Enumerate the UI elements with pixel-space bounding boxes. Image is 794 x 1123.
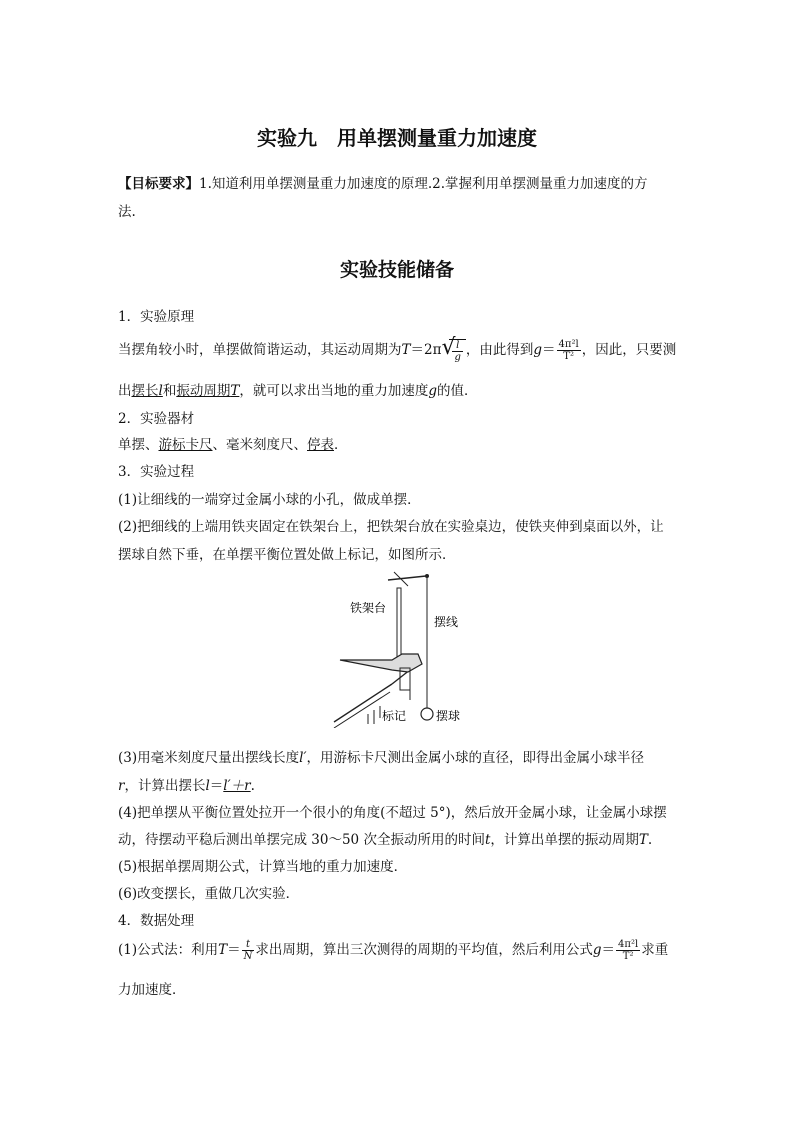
s2-a: 单摆、: [118, 437, 159, 453]
g-frac2-den: T²: [622, 951, 634, 962]
s3-p4b-pre: 动，待摆动平稳后测出单摆完成 30～50 次全振动所用的时间: [118, 832, 485, 848]
s1-eq: ＝2π: [410, 342, 442, 358]
s3-p2b: 摆球自然下垂，在单摆平衡位置处做上标记，如图所示．: [118, 547, 456, 563]
s3-var-lprime: l′: [299, 750, 307, 766]
s4-line-1: [118, 938, 668, 962]
s4-var-T: T: [218, 942, 228, 958]
s1-heading: 1．实验原理: [118, 309, 195, 325]
s3-p3b-eq: ＝: [209, 778, 224, 794]
s1-l1-mid: ，由此得到: [465, 342, 534, 358]
goal-tag: 【目标要求】: [118, 176, 199, 192]
s3-heading: 3．实验过程: [118, 464, 195, 480]
s2-e: ．: [334, 437, 348, 453]
label-string: 摆线: [434, 615, 459, 629]
s1-l2-d: 和: [162, 383, 177, 399]
s3-var-t: t: [484, 832, 491, 848]
page-title: 实验九 用单摆测量重力加速度: [257, 126, 537, 150]
s1-line-2: [118, 379, 478, 399]
g-fraction-2: [616, 939, 640, 962]
answer-vernier-caliper: 游标卡尺: [158, 437, 213, 453]
frac-N: N: [243, 951, 253, 962]
s1-l1-pre: 当摆角较小时，单摆做简谐运动，其运动周期为: [118, 342, 402, 358]
s1-line-1: [118, 334, 677, 363]
s1-l2-g: ，就可以求出当地的重力加速度: [239, 383, 429, 399]
s3-p4b: [118, 828, 652, 848]
pendulum-figure: [330, 568, 470, 728]
s3-p1: (1)让细线的一端穿过金属小球的小孔，做成单摆．: [118, 492, 421, 508]
s3-p6: (6)改变摆长，重做几次实验．: [118, 886, 300, 902]
s4-l1-mid: 求出周期，算出三次测得的周期的平均值，然后利用公式: [255, 942, 593, 958]
s4-line-2: 力加速度．: [118, 982, 186, 998]
g-frac-den: T²: [563, 351, 574, 362]
sqrt-formula: √ $\frac{l}{g}$: [441, 339, 465, 363]
t-over-N-fraction: [242, 939, 255, 962]
s4-var-g: g: [592, 942, 602, 958]
iron-clamp-arm: [388, 576, 426, 580]
g-frac2-num: 4π²l: [618, 939, 639, 950]
s3-p3a-pre: (3)用毫米刻度尺量出摆线长度: [118, 750, 300, 766]
s3-p4b-end: .: [647, 832, 653, 848]
label-mark: 标记: [382, 709, 407, 723]
label-ball: 摆球: [436, 709, 461, 723]
s1-l1-post: ，因此，只要测: [581, 342, 677, 358]
s1-l2-i: 的值．: [437, 383, 478, 399]
s3-p3a-post: ，用游标卡尺测出金属小球的直径，即得出金属小球半径: [306, 750, 645, 766]
g-fraction: [557, 339, 581, 362]
answer-T: T: [230, 383, 240, 399]
s2-line: [118, 433, 348, 453]
s3-p4a: (4)把单摆从平衡位置处拉开一个很小的角度(不超过 5°)，然后放开金属小球，让金属小球摆: [118, 805, 667, 821]
s1-var-T: T: [401, 342, 411, 358]
s4-eq2: ＝: [601, 942, 616, 958]
frac-t: t: [242, 939, 255, 951]
answer-l: l: [158, 383, 163, 399]
answer-length-formula: l′＋r: [223, 778, 251, 794]
g-frac-num: 4π²l: [558, 339, 579, 350]
s1-eq2: ＝: [542, 342, 556, 358]
goal-text-1: 1.知道利用单摆测量重力加速度的原理.2.掌握利用单摆测量重力加速度的方: [199, 176, 648, 192]
s1-l2-var-g: g: [428, 383, 437, 399]
s2-c: 、毫米刻度尺、: [212, 437, 307, 453]
s3-var-T: T: [638, 832, 648, 848]
s3-p2a: (2)把细线的上端用铁夹固定在铁架台上，把铁架台放在实验桌边，使铁夹伸到桌面以外，让: [118, 519, 664, 535]
s4-eq: ＝: [227, 942, 241, 958]
s4-heading: 4．数据处理: [118, 913, 195, 929]
s3-var-r: r: [118, 778, 125, 794]
answer-stopwatch: 停表: [307, 437, 334, 453]
s3-p4b-mid: ，计算出单摆的振动周期: [490, 832, 639, 848]
sqrt-den: g: [454, 351, 461, 363]
s3-var-l: l: [205, 778, 210, 794]
goal-line-1: [118, 172, 648, 192]
s1-l2-a: 出: [118, 383, 132, 399]
pendulum-ball: [421, 708, 433, 720]
goal-line-2: 法.: [118, 204, 136, 220]
s3-p3b-end: .: [250, 778, 255, 794]
answer-period: 振动周期: [176, 383, 231, 399]
s3-p3b: [118, 774, 255, 794]
s1-var-g: g: [533, 342, 543, 358]
section-title: 实验技能储备: [339, 259, 454, 281]
label-stand: 铁架台: [350, 601, 387, 615]
s4-l1-post: 求重: [641, 942, 669, 958]
s3-p3a: [118, 746, 644, 766]
sqrt-num: l: [452, 340, 462, 352]
s3-p3b-pre: ，计算出摆长: [124, 778, 206, 794]
answer-pendulum-length: 摆长: [131, 383, 159, 399]
s4-l1-pre: (1)公式法：利用: [118, 942, 219, 958]
s3-p5: (5)根据单摆周期公式，计算当地的重力加速度．: [118, 859, 408, 875]
s2-heading: 2．实验器材: [118, 411, 195, 427]
